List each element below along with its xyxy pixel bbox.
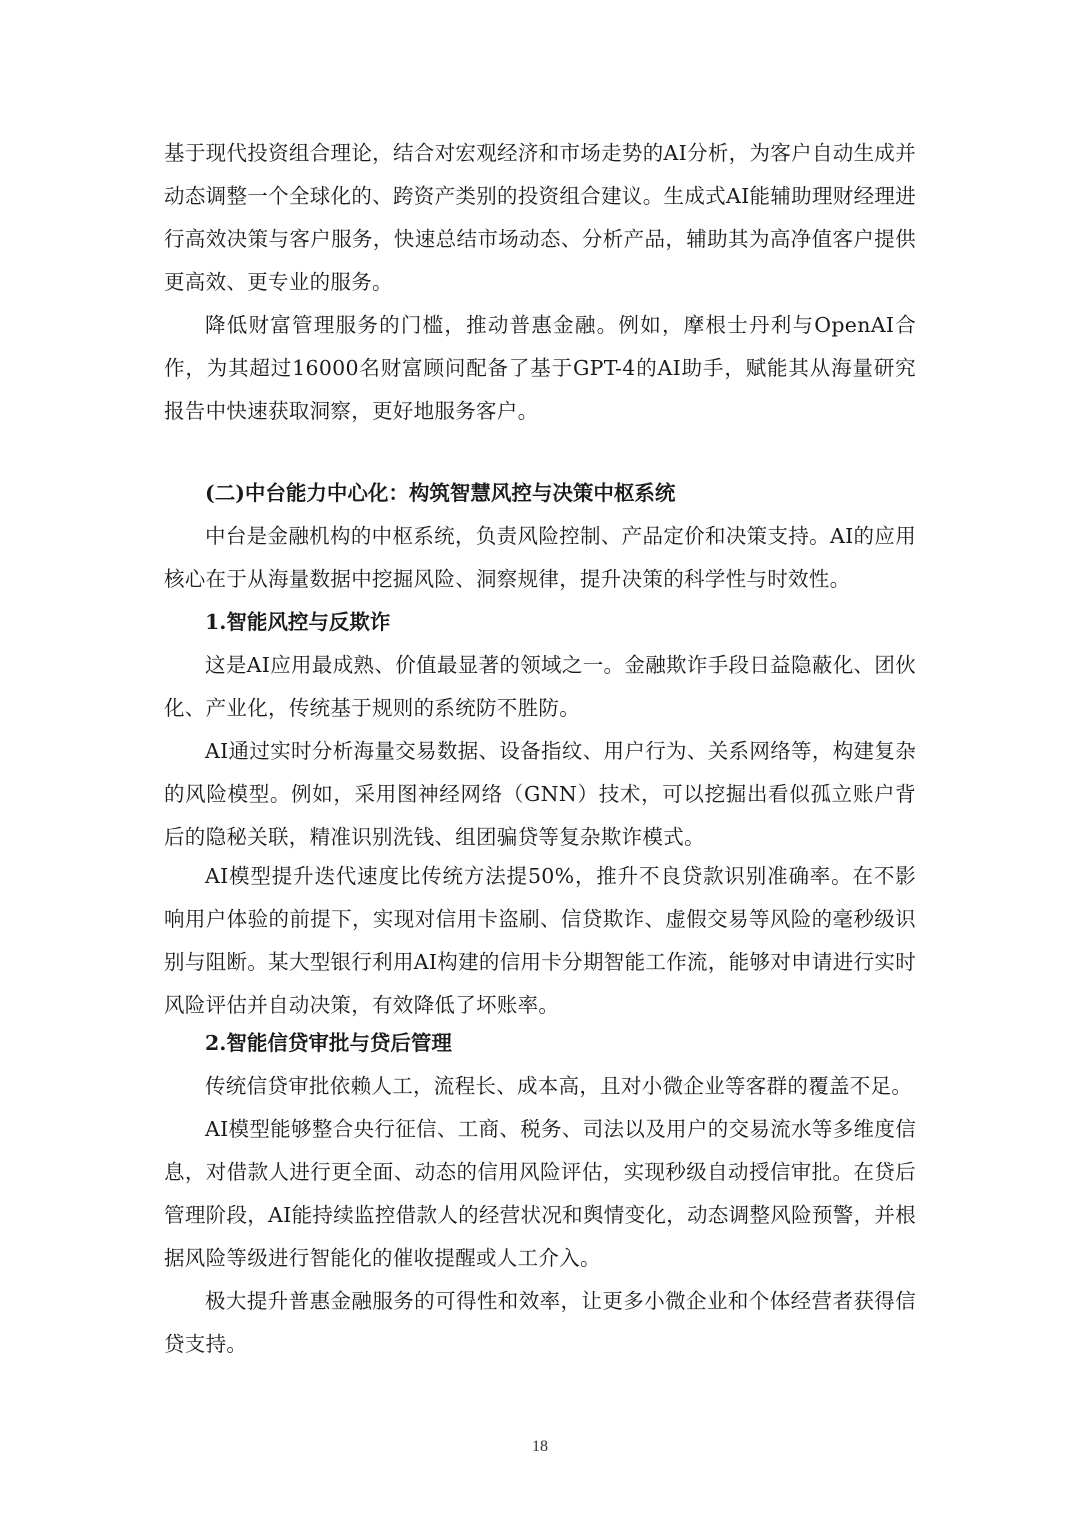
page-number: 18	[532, 1438, 548, 1455]
paragraph-middle-office: 中台是金融机构的中枢系统，负责风险控制、产品定价和决策支持。AI的应用核心在于从海量数据中挖掘风险、洞察规律，提升决策的科学性与时效性。	[164, 524, 916, 591]
paragraph-gnn: AI通过实时分析海量交易数据、设备指纹、用户行为、关系网络等，构建复杂的风险模型。例如，采用图神经网络（GNN）技术，可以挖掘出看似孤立账户背后的隐秘关联，精准识别洗钱、组团骗贷等复杂欺诈模式。	[164, 739, 916, 849]
section-heading: (二)中台能力中心化：构筑智慧风控与决策中枢系统	[205, 481, 676, 505]
paragraph-portfolio: 基于现代投资组合理论，结合对宏观经济和市场走势的AI分析，为客户自动生成并动态调整一个全球化的、跨资产类别的投资组合建议。生成式AI能辅助理财经理进行高效决策与客户服务，快速总结市场动态、分析产品，辅助其为高净值客户提供更高效、更专业的服务。	[164, 141, 916, 294]
paragraph-ai-model: AI模型提升迭代速度比传统方法提50%，推升不良贷款识别准确率。在不影响用户体验的前提下，实现对信用卡盗刷、信贷欺诈、虚假交易等风险的毫秒级识别与阻断。某大型银行利用AI构建的信用卡分期智能工作流，能够对申请进行实时风险评估并自动决策，有效降低了坏账率。	[164, 864, 916, 1017]
subheading-credit-approval: 2.智能信贷审批与贷后管理	[205, 1031, 452, 1055]
paragraph-credit-model: AI模型能够整合央行征信、工商、税务、司法以及用户的交易流水等多维度信息，对借款人进行更全面、动态的信用风险评估，实现秒级自动授信审批。在贷后管理阶段，AI能持续监控借款人的经营状况和舆情变化，动态调整风险预警，并根据风险等级进行智能化的催收提醒或人工介入。	[164, 1117, 916, 1270]
paragraph-fraud: 这是AI应用最成熟、价值最显著的领域之一。金融欺诈手段日益隐蔽化、团伙化、产业化，传统基于规则的系统防不胜防。	[164, 653, 916, 720]
subheading-risk-control: 1.智能风控与反欺诈	[205, 610, 391, 634]
paragraph-inclusive-finance: 降低财富管理服务的门槛，推动普惠金融。例如，摩根士丹利与OpenAI合作，为其超过16000名财富顾问配备了基于GPT-4的AI助手，赋能其从海量研究报告中快速获取洞察，更好地服务客户。	[164, 313, 916, 423]
paragraph-traditional-credit: 传统信贷审批依赖人工，流程长、成本高，且对小微企业等客群的覆盖不足。	[205, 1074, 913, 1098]
paragraph-inclusive-access: 极大提升普惠金融服务的可得性和效率，让更多小微企业和个体经营者获得信贷支持。	[164, 1289, 916, 1356]
